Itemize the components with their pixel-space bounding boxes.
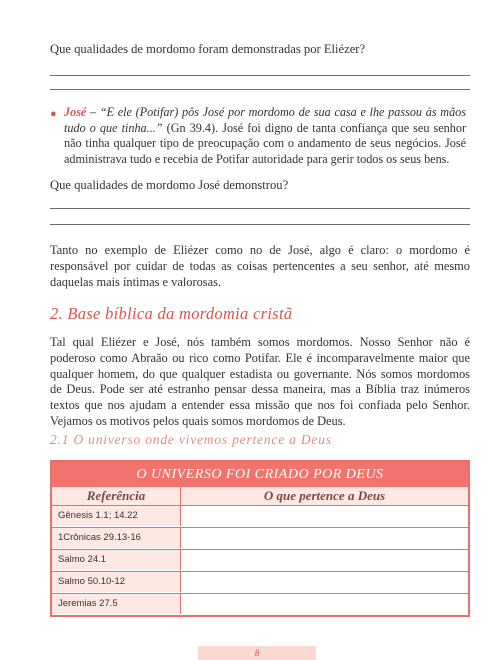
table-cell-reference: Jeremias 27.5 bbox=[52, 594, 180, 614]
table-row bbox=[52, 549, 468, 570]
bullet-dash: – bbox=[86, 105, 100, 119]
table-row bbox=[52, 571, 468, 592]
question-jose: Que qualidades de mordomo José demonstrou? bbox=[50, 178, 289, 192]
column-header-reference: Referência bbox=[86, 488, 146, 503]
subsection-heading: 2.1 O universo onde vivemos pertence a Deus bbox=[50, 432, 332, 447]
question-eliezer: Que qualidades de mordomo foram demonstradas por Eliézer? bbox=[50, 42, 366, 56]
answer-line-4 bbox=[50, 224, 470, 225]
table-cell-answer[interactable] bbox=[180, 528, 468, 548]
paragraph-base-biblica: Tal qual Eliézer e José, nós também somos mordomos. Nosso Senhor não é poderoso como Abraão ou rico como Potifar. Ele é incomparavelmente maior que qualquer homem, do que qualquer estadista ou governante. Nós somos mordomos de Deus. Pode ser até estranho pensar dessa maneira, mas a Bíblia traz inúmeros textos que nos ajudam a entender essa missão que nos foi confiada pelo Senhor. Vejamos os motivos pelos quais somos mordomos de Deus. bbox=[50, 335, 470, 428]
bullet-dot-icon: ● bbox=[50, 108, 57, 120]
paragraph-conclusion: Tanto no exemplo de Eliézer como no de José, algo é claro: o mordomo é responsável por cuidar de todas as coisas pertencentes a seu senhor, até mesmo daquelas mais íntimas e valorosas. bbox=[50, 243, 470, 289]
table-column-headers bbox=[52, 487, 468, 505]
column-header-what: O que pertence a Deus bbox=[180, 487, 468, 505]
answer-line-3 bbox=[50, 208, 470, 209]
bullet-rest: (Gn 39.4). José foi digno de tanta confiança que seu senhor não tinha qualquer tipo de preocupação com o andamento de seus negócios. José administrava tudo e recebia de Potifar autoridade para gerir todos os seus bens. bbox=[64, 120, 466, 166]
table-row bbox=[52, 527, 468, 548]
table-cell-answer[interactable] bbox=[180, 550, 468, 570]
answer-line-1 bbox=[50, 75, 470, 76]
table-cell-reference: Salmo 50.10-12 bbox=[52, 572, 180, 592]
bullet-jose-text bbox=[64, 105, 466, 167]
table-cell-answer[interactable] bbox=[180, 594, 468, 614]
bullet-quote: “E ele (Potifar) pôs José por mordomo de sua casa e lhe passou às mãos tudo o que tinha...” bbox=[64, 105, 466, 135]
table-cell-answer[interactable] bbox=[180, 572, 468, 592]
table-cell-reference: Gênesis 1.1; 14.22 bbox=[52, 506, 180, 526]
page-number: 8 bbox=[198, 646, 316, 660]
universe-table bbox=[50, 460, 470, 617]
answer-line-2 bbox=[50, 89, 470, 90]
table-cell-reference: Salmo 24.1 bbox=[52, 550, 180, 570]
bullet-name: José bbox=[64, 105, 87, 119]
table-row bbox=[52, 505, 468, 526]
table-title: O UNIVERSO FOI CRIADO POR DEUS bbox=[52, 462, 468, 487]
section-heading: 2. Base bíblica da mordomia cristã bbox=[50, 304, 293, 323]
table-cell-answer[interactable] bbox=[180, 506, 468, 526]
table-cell-reference: 1Crônicas 29.13-16 bbox=[52, 528, 180, 548]
table-row bbox=[52, 593, 468, 614]
